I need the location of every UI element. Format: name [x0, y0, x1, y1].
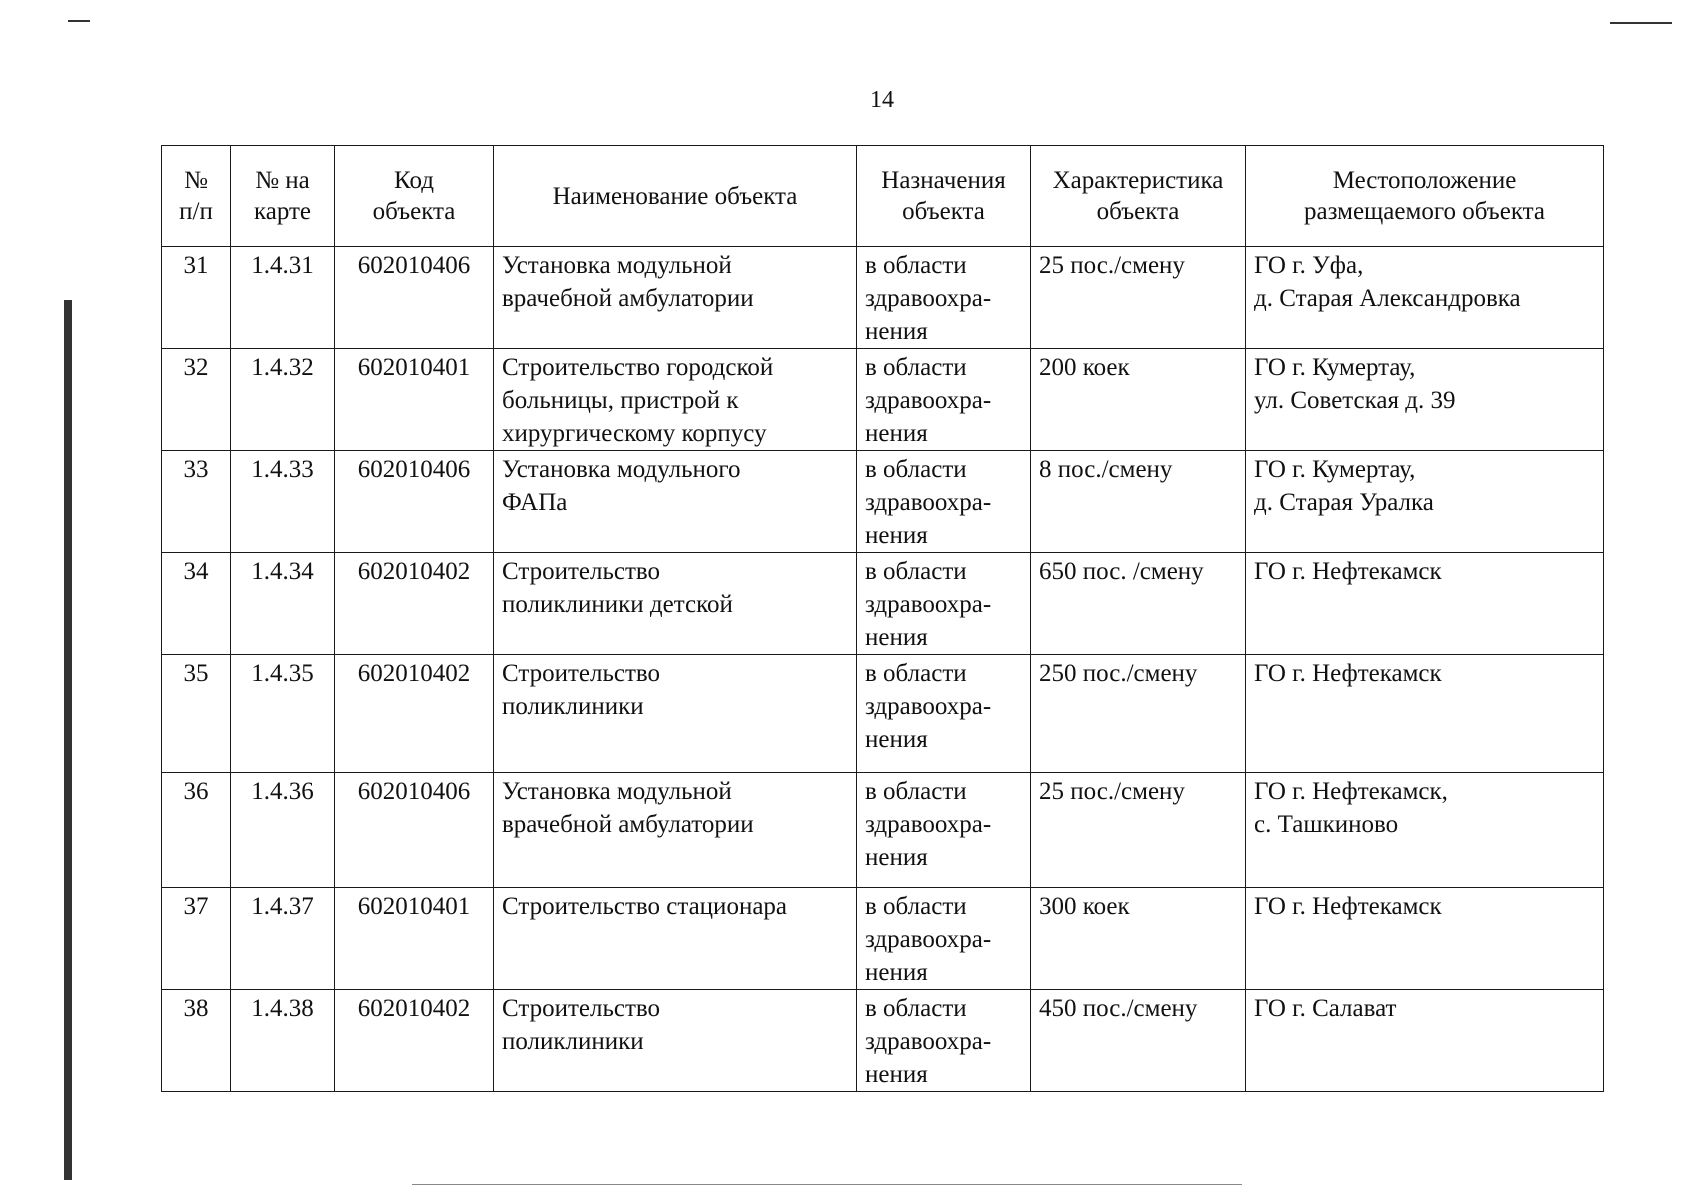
cell-object-purpose — [857, 247, 1031, 349]
cell-text-line: в области — [865, 995, 967, 1022]
cell-text-line: ГО г. Нефтекамск — [1254, 893, 1442, 920]
cell-row-number: 35 — [162, 655, 231, 773]
table-row — [162, 990, 1604, 1092]
header-text-line: № — [184, 167, 208, 194]
table-row — [162, 773, 1604, 888]
cell-text-line: д. Старая Уралка — [1254, 489, 1434, 516]
header-object-name — [494, 146, 857, 247]
cell-text-line: 8 пос./смену — [1039, 456, 1173, 483]
cell-object-code: 602010406 — [335, 451, 494, 553]
cell-row-number: 32 — [162, 349, 231, 451]
cell-text-line: хирургическому корпусу — [502, 420, 767, 447]
cell-row-number: 38 — [162, 990, 231, 1092]
cell-object-characteristic — [1031, 451, 1246, 553]
cell-object-characteristic — [1031, 349, 1246, 451]
cell-object-location — [1246, 451, 1604, 553]
header-text-line: объекта — [1096, 198, 1180, 225]
header-text-line: Назначения — [881, 167, 1006, 194]
cell-text-line: нения — [865, 624, 928, 651]
cell-text-line: здравоохра- — [865, 591, 992, 618]
header-text-line: № на — [255, 167, 310, 194]
cell-object-purpose — [857, 451, 1031, 553]
cell-text-line: здравоохра- — [865, 285, 992, 312]
cell-object-code: 602010401 — [335, 888, 494, 990]
cell-text-line: нения — [865, 318, 928, 345]
table-row — [162, 888, 1604, 990]
cell-text-line: Строительство — [502, 660, 661, 687]
header-text-line: карте — [253, 198, 312, 225]
cell-object-name — [494, 247, 857, 349]
cell-object-name — [494, 888, 857, 990]
cell-text-line: Строительство городской — [502, 354, 774, 381]
header-text-line: п/п — [179, 198, 213, 225]
cell-text-line: в области — [865, 893, 967, 920]
cell-object-purpose — [857, 773, 1031, 888]
cell-object-code: 602010406 — [335, 773, 494, 888]
cell-text-line: нения — [865, 844, 928, 871]
cell-text-line: здравоохра- — [865, 1028, 992, 1055]
header-map-number — [231, 146, 335, 247]
cell-object-code: 602010406 — [335, 247, 494, 349]
cell-text-line: здравоохра- — [865, 811, 992, 838]
cell-text-line: здравоохра- — [865, 693, 992, 720]
cell-text-line: 450 пос./смену — [1039, 995, 1198, 1022]
cell-text-line: поликлиники — [502, 1028, 644, 1055]
cell-text-line: ГО г. Уфа, — [1254, 252, 1364, 279]
cell-object-characteristic — [1031, 773, 1246, 888]
cell-text-line: 25 пос./смену — [1039, 778, 1185, 805]
cell-text-line: 650 пос. /смену — [1039, 558, 1204, 585]
cell-text-line: ГО г. Салават — [1254, 995, 1397, 1022]
cell-text-line: нения — [865, 959, 928, 986]
objects-table — [161, 145, 1604, 1092]
scan-bottom-rule — [412, 1184, 1242, 1185]
header-text-line: Код — [394, 167, 434, 194]
header-text-line: Характеристика — [1052, 167, 1224, 194]
cell-text-line: нения — [865, 726, 928, 753]
cell-text-line: 25 пос./смену — [1039, 252, 1185, 279]
cell-text-line: поликлиники — [502, 693, 644, 720]
table-row — [162, 553, 1604, 655]
cell-text-line: нения — [865, 522, 928, 549]
cell-map-number: 1.4.34 — [231, 553, 335, 655]
cell-object-name — [494, 773, 857, 888]
cell-text-line: Строительство стационара — [502, 893, 788, 920]
cell-map-number: 1.4.32 — [231, 349, 335, 451]
header-text-line: объекта — [372, 198, 456, 225]
cell-text-line: д. Старая Александровка — [1254, 285, 1521, 312]
cell-text-line: Установка модульной — [502, 778, 732, 805]
cell-object-characteristic — [1031, 655, 1246, 773]
cell-map-number: 1.4.38 — [231, 990, 335, 1092]
cell-map-number: 1.4.33 — [231, 451, 335, 553]
cell-text-line: ул. Советская д. 39 — [1254, 387, 1456, 414]
cell-object-purpose — [857, 888, 1031, 990]
cell-object-code: 602010401 — [335, 349, 494, 451]
cell-text-line: ГО г. Нефтекамск — [1254, 558, 1442, 585]
cell-text-line: ФАПа — [502, 489, 568, 516]
cell-object-characteristic — [1031, 888, 1246, 990]
cell-object-name — [494, 990, 857, 1092]
cell-text-line: ГО г. Нефтекамск — [1254, 660, 1442, 687]
cell-object-location — [1246, 655, 1604, 773]
table-header-row — [162, 146, 1604, 247]
cell-row-number: 34 — [162, 553, 231, 655]
cell-text-line: ГО г. Кумертау, — [1254, 354, 1416, 381]
cell-text-line: здравоохра- — [865, 489, 992, 516]
cell-text-line: здравоохра- — [865, 387, 992, 414]
cell-text-line: 300 коек — [1039, 893, 1130, 920]
cell-object-location — [1246, 773, 1604, 888]
header-text-line: размещаемого объекта — [1304, 198, 1545, 225]
cell-map-number: 1.4.31 — [231, 247, 335, 349]
scan-binding-edge — [64, 300, 72, 1180]
header-object-characteristic — [1031, 146, 1246, 247]
cell-object-name — [494, 553, 857, 655]
cell-map-number: 1.4.37 — [231, 888, 335, 990]
cell-object-characteristic — [1031, 990, 1246, 1092]
cell-text-line: ГО г. Кумертау, — [1254, 456, 1416, 483]
cell-text-line: ГО г. Нефтекамск, — [1254, 778, 1448, 805]
table-row — [162, 247, 1604, 349]
cell-object-name — [494, 451, 857, 553]
cell-object-location — [1246, 888, 1604, 990]
cell-text-line: в области — [865, 456, 967, 483]
header-object-location — [1246, 146, 1604, 247]
cell-text-line: Строительство — [502, 558, 661, 585]
cell-object-code: 602010402 — [335, 655, 494, 773]
header-object-purpose — [857, 146, 1031, 247]
cell-map-number: 1.4.36 — [231, 773, 335, 888]
cell-text-line: с. Ташкиново — [1254, 811, 1399, 838]
cell-text-line: нения — [865, 1061, 928, 1088]
cell-text-line: в области — [865, 778, 967, 805]
cell-object-location — [1246, 553, 1604, 655]
cell-row-number: 31 — [162, 247, 231, 349]
table-row — [162, 451, 1604, 553]
cell-text-line: здравоохра- — [865, 926, 992, 953]
cell-row-number: 33 — [162, 451, 231, 553]
cell-object-purpose — [857, 655, 1031, 773]
cell-text-line: поликлиники детской — [502, 591, 733, 618]
cell-text-line: в области — [865, 660, 967, 687]
cell-object-purpose — [857, 553, 1031, 655]
cell-text-line: 200 коек — [1039, 354, 1130, 381]
header-text-line: Местоположение — [1332, 167, 1517, 194]
cell-text-line: в области — [865, 354, 967, 381]
header-num — [162, 146, 231, 247]
cell-object-purpose — [857, 990, 1031, 1092]
cell-text-line: нения — [865, 420, 928, 447]
cell-object-location — [1246, 990, 1604, 1092]
cell-object-characteristic — [1031, 553, 1246, 655]
table-row — [162, 349, 1604, 451]
cell-object-name — [494, 655, 857, 773]
cell-object-code: 602010402 — [335, 990, 494, 1092]
table-row — [162, 655, 1604, 773]
scan-corner-mark — [1610, 22, 1672, 24]
cell-text-line: 250 пос./смену — [1039, 660, 1198, 687]
cell-object-characteristic — [1031, 247, 1246, 349]
cell-text-line: врачебной амбулатории — [502, 285, 754, 312]
cell-row-number: 36 — [162, 773, 231, 888]
cell-object-code: 602010402 — [335, 553, 494, 655]
cell-object-name — [494, 349, 857, 451]
cell-object-location — [1246, 247, 1604, 349]
cell-object-location — [1246, 349, 1604, 451]
header-object-code — [335, 146, 494, 247]
header-text-line: объекта — [902, 198, 985, 225]
page-number: 14 — [870, 87, 894, 113]
cell-object-purpose — [857, 349, 1031, 451]
cell-text-line: больницы, пристрой к — [502, 387, 739, 414]
cell-text-line: Установка модульного — [502, 456, 741, 483]
cell-map-number: 1.4.35 — [231, 655, 335, 773]
cell-row-number: 37 — [162, 888, 231, 990]
cell-text-line: врачебной амбулатории — [502, 811, 754, 838]
header-text-line: Наименование объекта — [552, 182, 798, 210]
scan-corner-mark — [68, 20, 90, 22]
cell-text-line: в области — [865, 252, 967, 279]
cell-text-line: в области — [865, 558, 967, 585]
cell-text-line: Строительство — [502, 995, 661, 1022]
cell-text-line: Установка модульной — [502, 252, 732, 279]
